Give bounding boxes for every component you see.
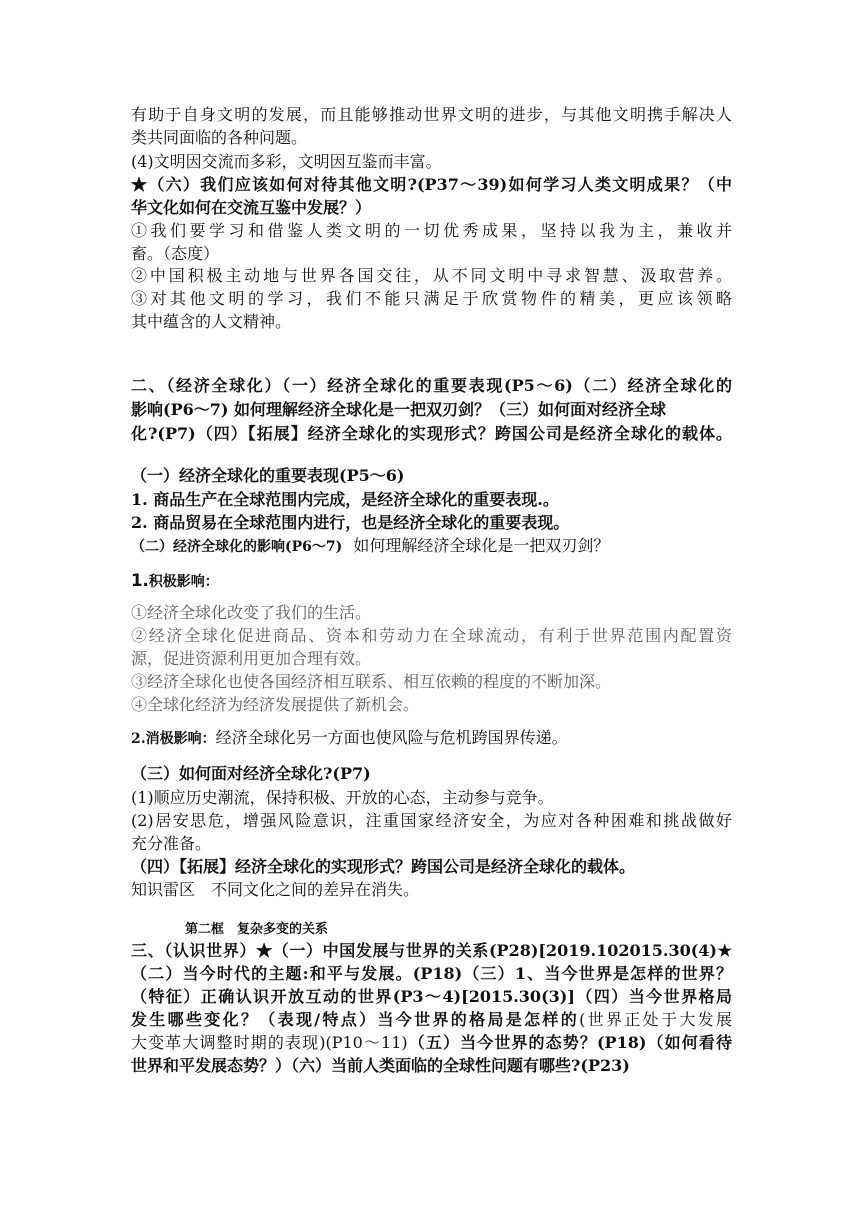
text-line: (2)居安思危，增强风险意识，注重国家经济安全，为应对各种困难和挑战做好: [131, 811, 732, 830]
section-heading: 影响(P6～7) 如何理解经济全球化是一把双刃剑？（三）如何面对经济全球: [131, 400, 667, 419]
section-heading: [131, 1009, 732, 1031]
text-line: 知识雷区 不同文化之间的差异在消失。: [131, 880, 420, 899]
text-line: ②经济全球化促进商品、资本和劳动力在全球流动，有利于世界范围内配置资: [131, 626, 732, 645]
text-line: 其中蕴含的人文精神。: [131, 312, 292, 331]
subsection-label: （二）经济全球化的影响(P6～7): [131, 539, 343, 555]
section-heading: ★（六）我们应该如何对待其他文明?(P37～39)如何学习人类文明成果？（中: [131, 175, 732, 194]
subsection-heading: （三）如何面对经济全球化?(P7): [131, 764, 371, 783]
section-heading: （二）当今时代的主题:和平与发展。(P18)（三）1、当今世界是怎样的世界？: [131, 964, 732, 983]
subsection-question: 如何理解经济全球化是一把双刃剑？: [353, 536, 610, 555]
frame-title: 第二框 复杂多变的关系: [185, 922, 329, 937]
text-line: 2. 商品贸易在全球范围内进行，也是经济全球化的重要表现。: [131, 513, 570, 532]
section-heading: 化?(P7)（四）【拓展】经济全球化的实现形式？跨国公司是经济全球化的载体。: [131, 424, 732, 443]
item-label: 2.消极影响：: [131, 731, 216, 747]
text-line: 畜。（态度）: [131, 244, 220, 263]
item-label: 积极影响：: [148, 574, 219, 590]
section-heading: 二、（经济全球化）（一）经济全球化的重要表现(P5～6)（二）经济全球化的: [131, 376, 732, 395]
text-line: 源，促进资源利用更加合理有效。: [131, 649, 372, 668]
text-line: 有助于自身文明的发展，而且能够推动世界文明的进步，与其他文明携手解决人: [131, 105, 732, 124]
text-line: (1)顺应历史潮流，保持积极、开放的心态，主动参与竞争。: [131, 788, 554, 807]
subsection-heading: [131, 570, 732, 593]
heading-part: 发生哪些变化？（表现/特点）当今世界的格局是怎样的: [131, 1010, 580, 1029]
subsection-heading: （一）经济全球化的重要表现(P5～6): [131, 466, 405, 485]
text-line: ③经济全球化也使各国经济相互联系、相互依赖的程度的不断加深。: [131, 672, 612, 691]
text-line: 充分准备。: [131, 834, 212, 853]
section-heading: 世界和平发展态势？）（六）当前人类面临的全球性问题有哪些?(P23): [131, 1056, 630, 1075]
item-number: 1.: [131, 571, 149, 590]
text-line: 类共同面临的各种问题。: [131, 128, 308, 147]
heading-part: (世界正处于大发展: [579, 1010, 732, 1029]
text-line: 1. 商品生产在全球范围内完成，是经济全球化的重要表现.。: [131, 490, 559, 509]
text-line: ②中国积极主动地与世界各国交往，从不同文明中寻求智慧、汲取营养。: [131, 266, 732, 285]
text-line: ①经济全球化改变了我们的生活。: [131, 603, 372, 622]
heading-part: 大变革大调整时期的表现)(P10～11): [131, 1033, 408, 1052]
text-line: ③对其他文明的学习，我们不能只满足于欣赏物件的精美，更应该领略: [131, 289, 732, 308]
heading-part: （五）当今世界的态势？(P18)（如何看待: [407, 1033, 732, 1052]
subsection-heading: [131, 535, 732, 558]
text-line: (4)文明因交流而多彩，文明因互鉴而丰富。: [131, 152, 442, 171]
section-heading: （特征）正确认识开放互动的世界(P3～4)[2015.30(3)]（四）当今世界格局: [131, 987, 732, 1006]
text-line: ①我们要学习和借鉴人类文明的一切优秀成果，坚持以我为主，兼收并: [131, 221, 732, 240]
section-heading: 三、（认识世界）★（一）中国发展与世界的关系(P28)[2019.102015.30(4)★: [131, 941, 732, 960]
section-heading: 华文化如何在交流互鉴中发展？）: [131, 198, 372, 217]
text-line: [131, 727, 732, 750]
item-text: 经济全球化另一方面也使风险与危机跨国界传递。: [215, 728, 568, 747]
section-heading: [131, 1032, 732, 1054]
text-line: ④全球化经济为经济发展提供了新机会。: [131, 695, 420, 714]
subsection-heading: （四）【拓展】经济全球化的实现形式？跨国公司是经济全球化的载体。: [131, 857, 636, 876]
